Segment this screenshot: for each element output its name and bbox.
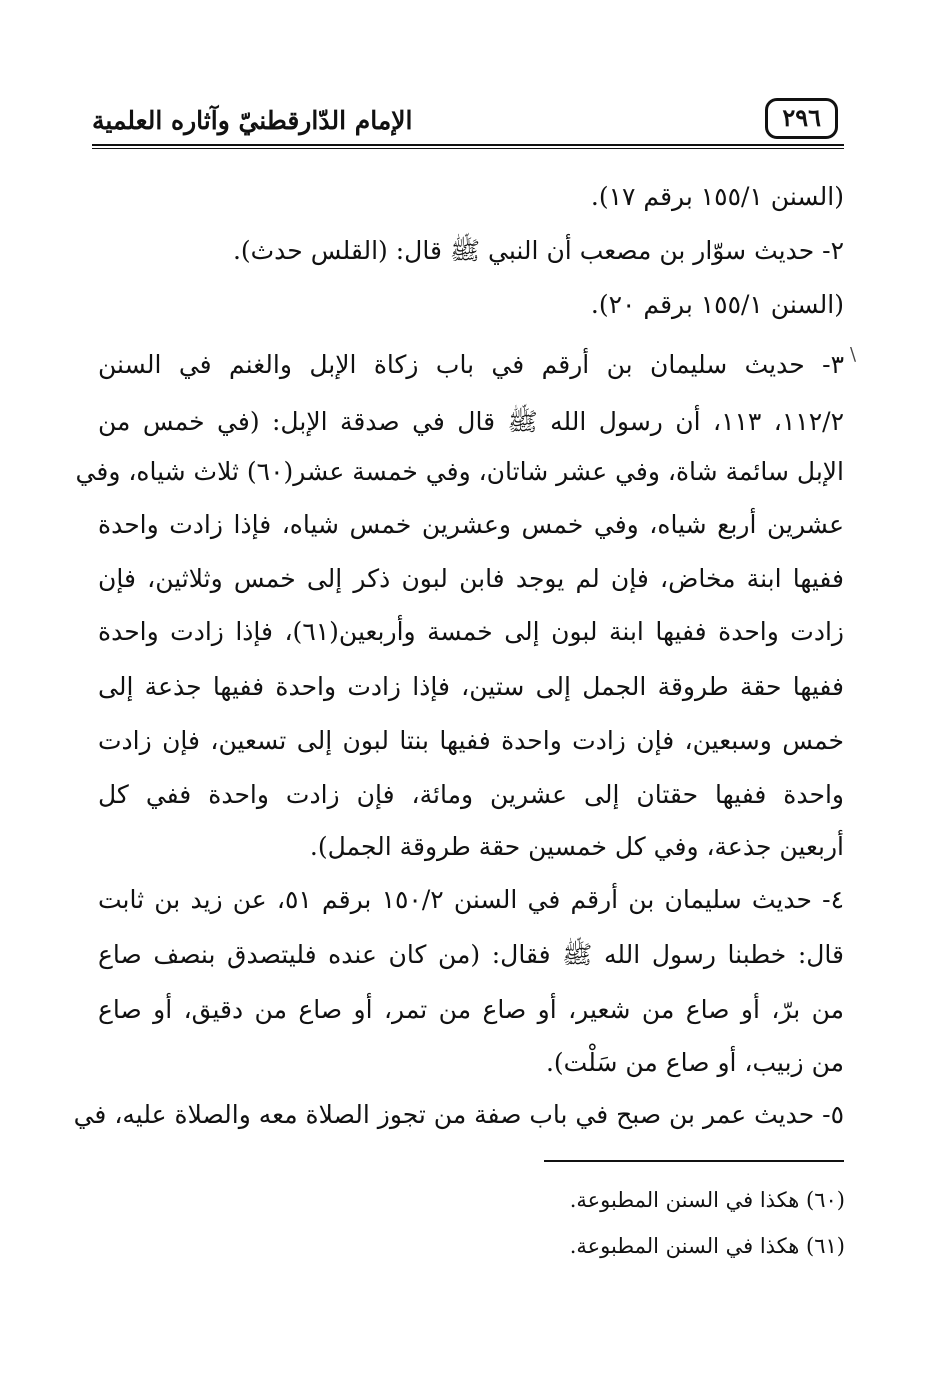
text-line: ٥- حديث عمر بن صبح في باب صفة من تجوز الصلاة معه والصلاة عليه، في [73,1100,844,1129]
text-line: من زبيب، أو صاع من سَلْت). [545,1048,844,1077]
text-line: ١١٢/٢، ١١٣، أن رسول الله ﷺ قال في صدقة الإبل: (في خمس من [98,407,844,436]
footnote: (٦٠) هكذا في السنن المطبوعة. [569,1188,845,1212]
text-line: من برّ، أو صاع من شعير، أو صاع من تمر، أو صاع من دقيق، أو صاع [98,995,844,1024]
text-line: واحدة ففيها حقتان إلى عشرين ومائة، فإن زادت واحدة ففي كل [98,780,844,809]
margin-mark: \ [850,344,857,365]
header-rule [92,144,844,149]
text-line: ٣- حديث سليمان بن أرقم في باب زكاة الإبل والغنم في السنن [98,350,844,379]
footnote-separator [544,1160,844,1162]
text-line: عشرين أربع شياه، وفي خمس وعشرين خمس شياه، فإذا زادت واحدة [98,510,844,539]
page-header [92,96,844,150]
text-line: ٢- حديث سوّار بن مصعب أن النبي ﷺ قال: (القلس حدث). [232,236,844,265]
text-line: (السنن ١٥٥/١ برقم ١٧). [590,182,844,211]
text-line: ٤- حديث سليمان بن أرقم في السنن ١٥٠/٢ برقم ٥١، عن زيد بن ثابت [98,885,844,914]
text-line: الإبل سائمة شاة، وفي عشر شاتان، وفي خمسة عشر(٦٠) ثلاث شياه، وفي [75,457,844,486]
footnote: (٦١) هكذا في السنن المطبوعة. [569,1234,845,1258]
text-line: أربعين جذعة، وفي كل خمسين حقة طروقة الجمل). [309,832,844,861]
text-line: ففيها حقة طروقة الجمل إلى ستين، فإذا زادت واحدة ففيها جذعة إلى [98,672,844,701]
text-line: زادت واحدة ففيها ابنة لبون إلى خمسة وأربعين(٦١)، فإذا زادت واحدة [98,617,844,646]
running-title: الإمام الدّارقطنيّ وآثاره العلمية [92,106,413,135]
text-line: ففيها ابنة مخاض، فإن لم يوجد فابن لبون ذكر إلى خمس وثلاثين، فإن [98,564,844,593]
page-number: ٢٩٦ [765,98,838,139]
text-line: (السنن ١٥٥/١ برقم ٢٠). [590,290,844,319]
text-line: قال: خطبنا رسول الله ﷺ فقال: (من كان عنده فليتصدق بنصف صاع [98,940,844,969]
text-line: خمس وسبعين، فإن زادت واحدة ففيها بنتا لبون إلى تسعين، فإن زادت [98,726,844,755]
